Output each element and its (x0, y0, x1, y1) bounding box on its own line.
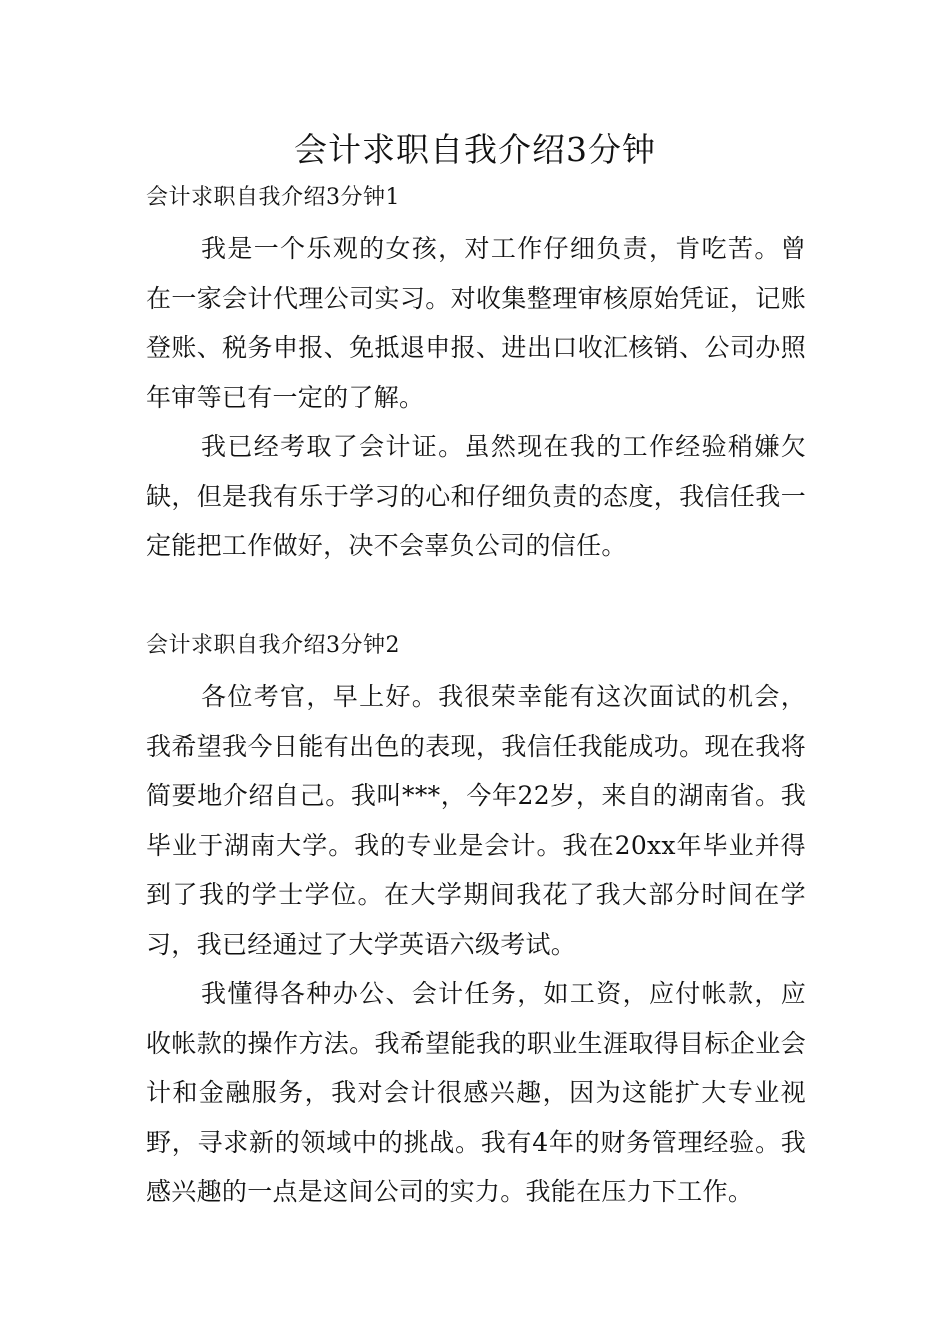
paragraph: 我是一个乐观的女孩，对工作仔细负责，肯吃苦。曾在一家会计代理公司实习。对收集整理审核原始凭证，记账登账、税务申报、免抵退申报、进出口收汇核销、公司办照年审等已有一定的了解。 (146, 234, 806, 412)
paragraph: 我已经考取了会计证。虽然现在我的工作经验稍嫌欠缺，但是我有乐于学习的心和仔细负责的态度，我信任我一定能把工作做好，决不会辜负公司的信任。 (146, 432, 806, 560)
document-title: 会计求职自我介绍3分钟 (294, 130, 656, 169)
section-heading: 会计求职自我介绍3分钟2 (146, 633, 400, 658)
paragraph: 我懂得各种办公、会计任务，如工资，应付帐款，应收帐款的操作方法。我希望能我的职业生涯取得目标企业会计和金融服务，我对会计很感兴趣，因为这能扩大专业视野，寻求新的领域中的挑战。我有4年的财务管理经验。我感兴趣的一点是这间公司的实力。我能在压力下工作。 (146, 979, 806, 1206)
section-heading: 会计求职自我介绍3分钟1 (146, 185, 400, 210)
paragraph: 各位考官，早上好。我很荣幸能有这次面试的机会，我希望我今日能有出色的表现，我信任我能成功。现在我将简要地介绍自己。我叫***，今年22岁，来自的湖南省。我毕业于湖南大学。我的专业是会计。我在20xx年毕业并得到了我的学士学位。在大学期间我花了我大部分时间在学习，我已经通过了大学英语六级考试。 (146, 682, 806, 959)
